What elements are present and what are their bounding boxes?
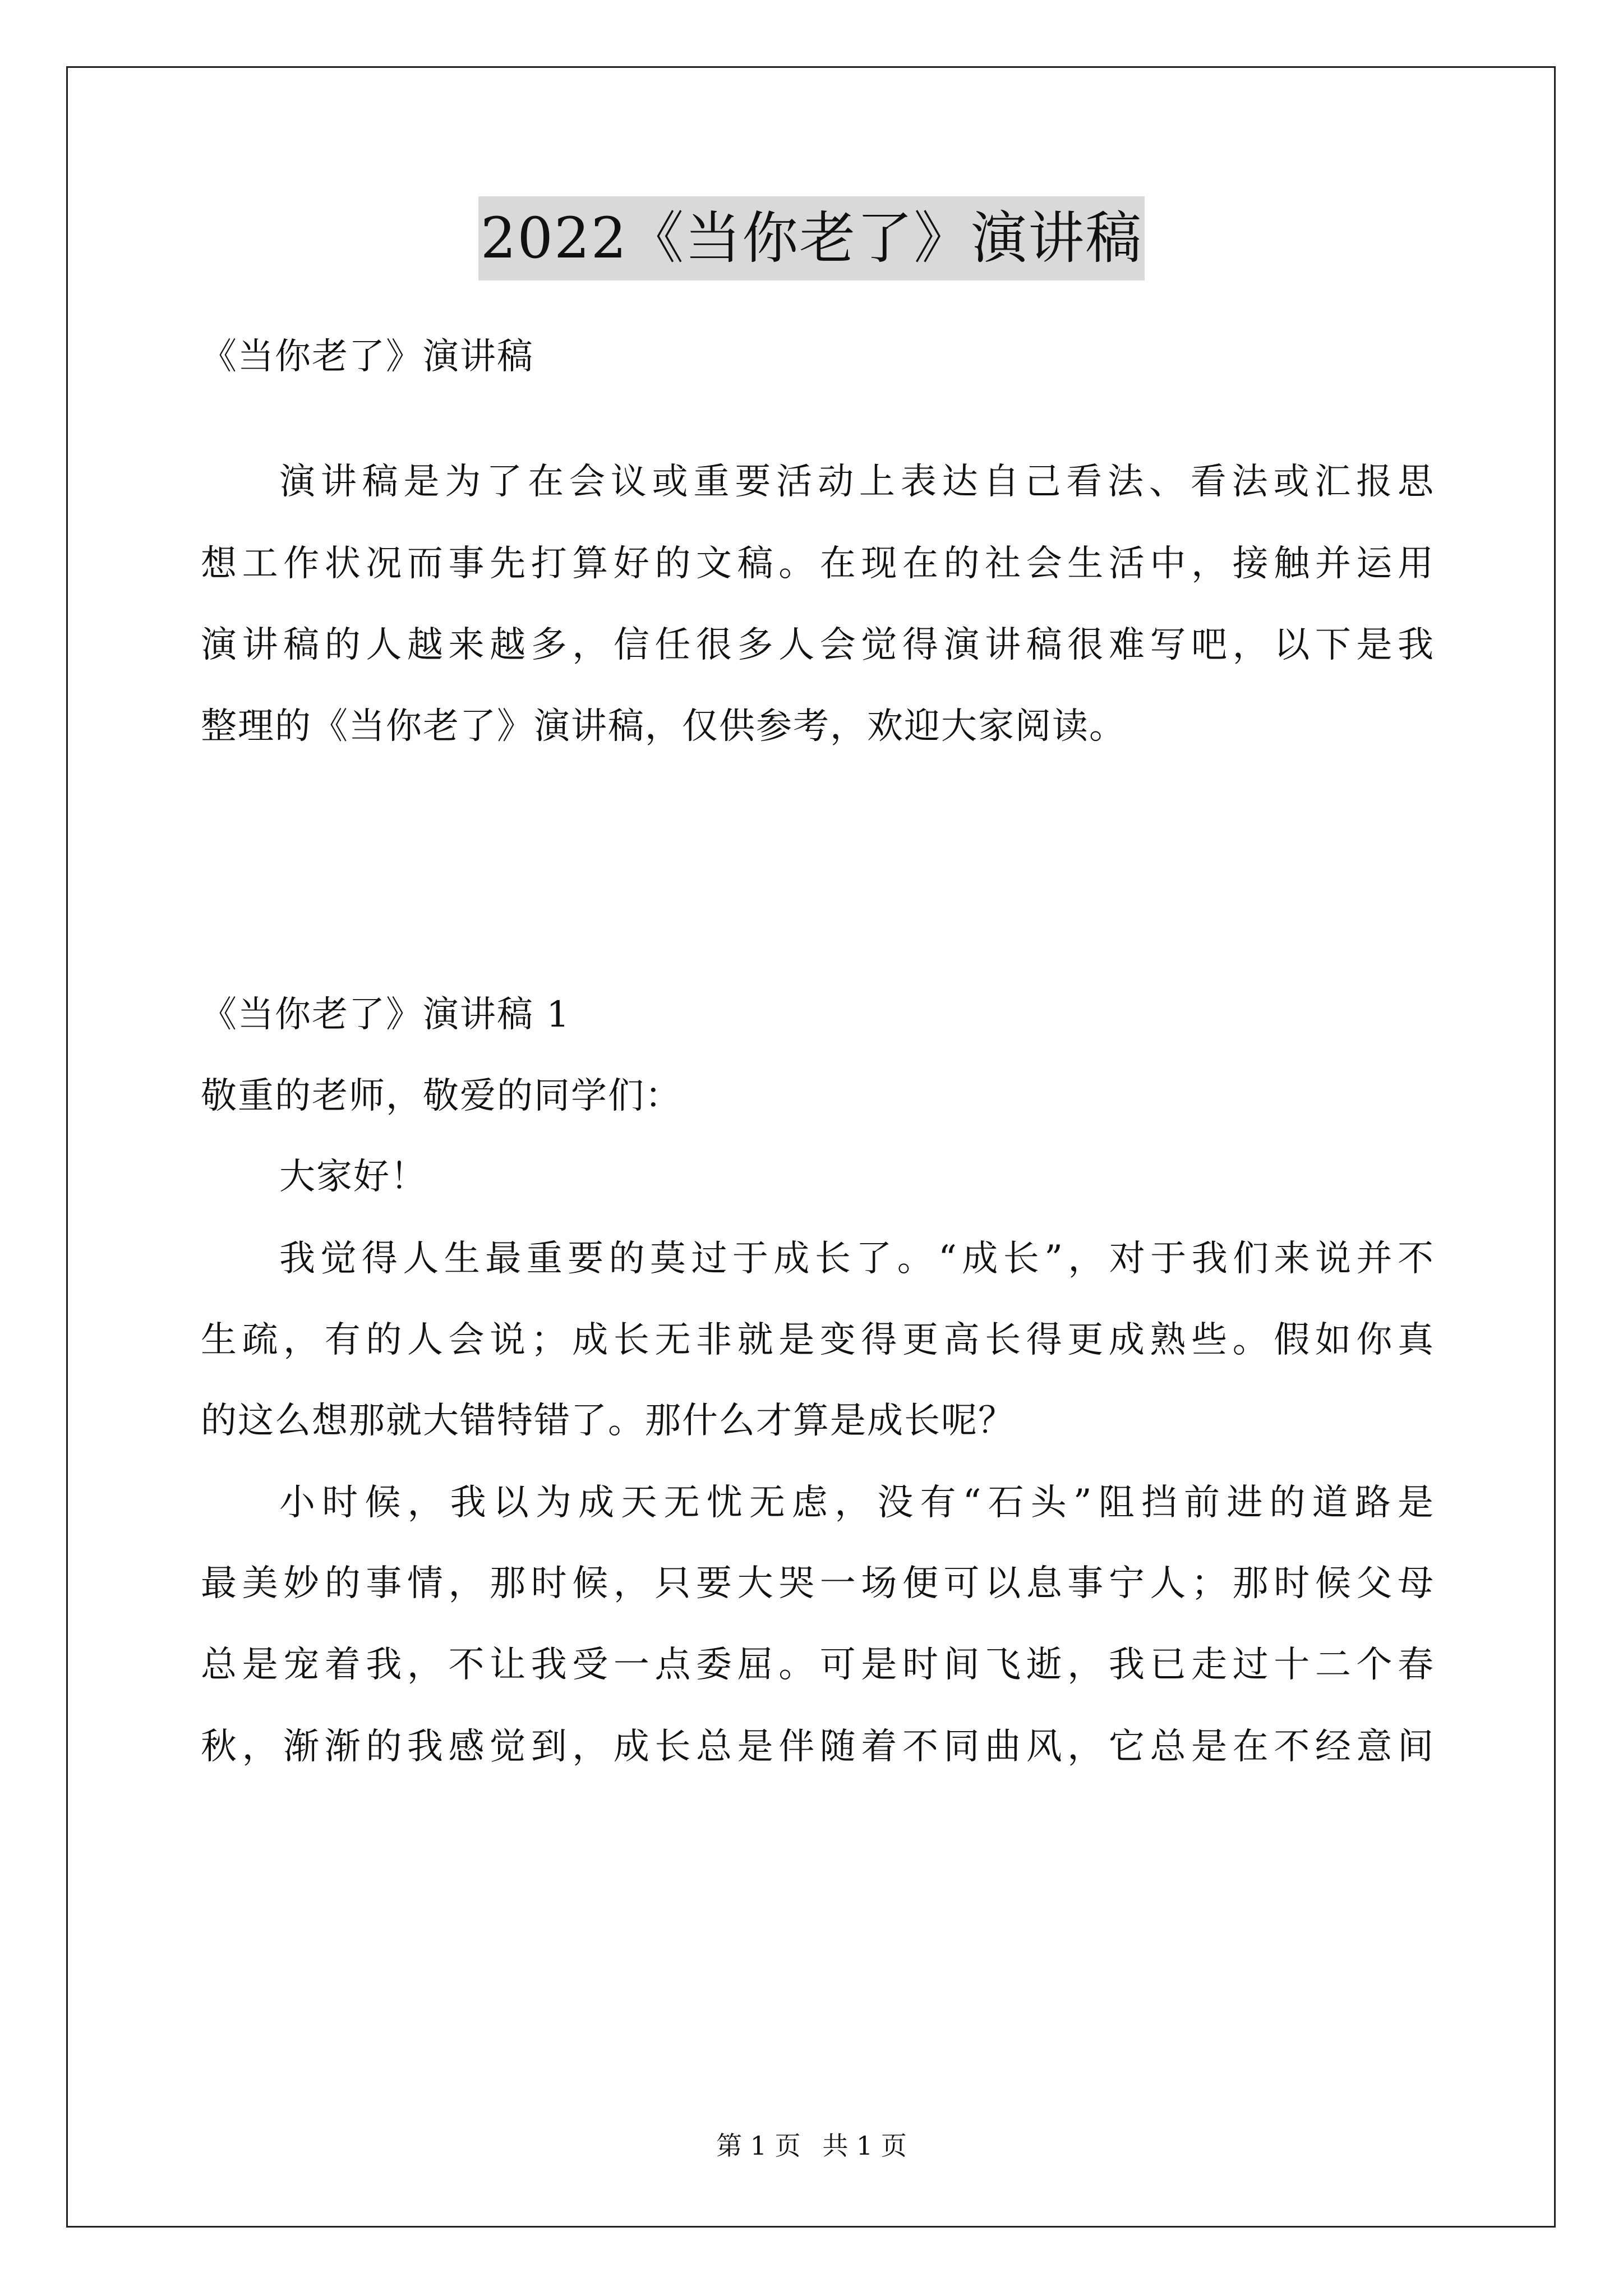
body-line: 演讲稿是为了在会议或重要活动上表达自己看法、看法或汇报思 (279, 461, 1435, 503)
body-line: 总是宠着我，不让我受一点委屈。可是时间飞逝，我已走过十二个春 (201, 1644, 1435, 1686)
section-heading: 《当你老了》演讲稿 1 (201, 994, 571, 1036)
body-line: 整理的《当你老了》演讲稿，仅供参考，欢迎大家阅读。 (201, 706, 1126, 747)
title-container (0, 196, 1623, 280)
page-number: 第 1 页 (716, 2131, 801, 2161)
body-line: 秋，渐渐的我感觉到，成长总是伴随着不同曲风，它总是在不经意间 (201, 1726, 1435, 1768)
body-line: 演讲稿的人越来越多，信任很多人会觉得演讲稿很难写吧，以下是我 (201, 624, 1435, 666)
body-line: 小时候，我以为成天无忧无虑，没有“石头”阻挡前进的道路是 (279, 1482, 1435, 1524)
body-line: 敬重的老师，敬爱的同学们： (201, 1075, 682, 1117)
body-line: 最美妙的事情，那时候，只要大哭一场便可以息事宁人；那时候父母 (201, 1563, 1435, 1604)
body-line: 生疏，有的人会说；成长无非就是变得更高长得更成熟些。假如你真 (201, 1319, 1435, 1361)
page-footer (0, 2129, 1623, 2162)
page-border (66, 66, 1556, 2228)
body-line: 《当你老了》演讲稿 (201, 336, 534, 378)
page-total: 共 1 页 (822, 2131, 907, 2161)
document-title: 2022《当你老了》演讲稿 (478, 196, 1145, 280)
body-line: 我觉得人生最重要的莫过于成长了。“成长”，对于我们来说并不 (279, 1238, 1435, 1280)
body-line: 大家好！ (279, 1156, 427, 1198)
body-line: 想工作状况而事先打算好的文稿。在现在的社会生活中，接触并运用 (201, 543, 1435, 585)
body-line: 的这么想那就大错特错了。那什么才算是成长呢？ (201, 1400, 1015, 1442)
